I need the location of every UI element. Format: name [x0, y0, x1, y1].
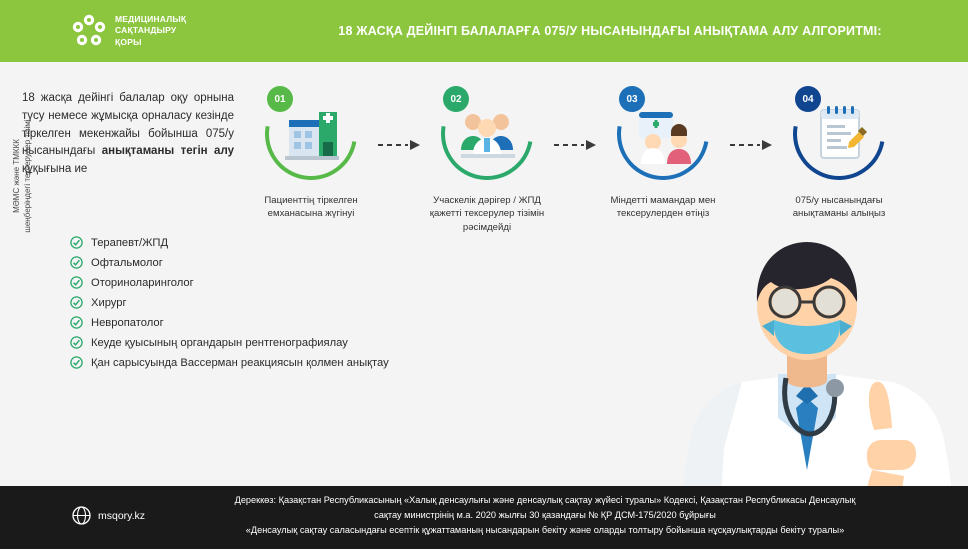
source-line-3: «Денсаулық сақтау саласындағы есептік құжаттаманың нысандарын бекіту және оларды толтыру бойынша нұсқаулықтарды бекіту туралы» — [245, 525, 845, 536]
step-1-illustration — [261, 84, 361, 184]
brand-line-1: МЕДИЦИНАЛЫҚ — [115, 13, 187, 24]
check-circle-icon — [70, 236, 83, 249]
source-line-2: сақтау министрінің м.а. 2020 жылғы 30 қазандағы № ҚР ДСМ-175/2020 бұйрығы — [374, 510, 716, 521]
list-item-label: Невропатолог — [91, 316, 164, 329]
check-circle-icon — [70, 276, 83, 289]
list-item — [70, 276, 500, 289]
step-3-caption: Міндетті мамандар мен тексерулерден өтіңіз — [610, 195, 716, 220]
step-2-caption: Учаскелік дәрігер / ЖПД қажетті тексерулер тізімін рәсімдейді — [429, 195, 545, 233]
page-title: 18 ЖАСҚА ДЕЙІНГІ БАЛАЛАРҒА 075/У НЫСАНЫНДАҒЫ АНЫҚТАМА АЛУ АЛГОРИТМІ: — [338, 24, 882, 38]
step-4-caption: 075/у нысанындағы анықтаманы алыңыз — [792, 195, 886, 220]
step-3-number: 03 — [619, 86, 645, 112]
page-header — [0, 0, 968, 62]
brand-line-3: ҚОРЫ — [115, 36, 142, 47]
arrow-1-icon — [378, 138, 420, 150]
list-item-label: Хирург — [91, 296, 127, 309]
list-item-label: Оториноларинголог — [91, 276, 194, 289]
list-item-label: Терапевт/ЖПД — [91, 236, 169, 249]
step-1-number: 01 — [267, 86, 293, 112]
step-2-illustration — [437, 84, 537, 184]
check-circle-icon — [70, 316, 83, 329]
list-item — [70, 236, 500, 249]
flower-logo-icon — [72, 13, 106, 49]
brand-logo-text — [115, 14, 186, 48]
brand-logo — [72, 13, 272, 49]
list-item-label: Кеуде қуысының органдарын рентгенографиялау — [91, 336, 348, 349]
exams-side-label: МӘМС және ТМККК шеңберіндегі тексерулер тізімі — [12, 119, 32, 233]
list-item — [70, 296, 500, 309]
list-item-label: Қан сарысуында Вассерман реакциясын қолмен анықтау — [91, 356, 389, 369]
arrow-2-icon — [554, 138, 596, 150]
source-line-1: Дереккөз: Қазақстан Республикасының «Халық денсаулығы және денсаулық сақтау жүйесі туралы» Кодексі, Қазақстан Республикасы Денсаулық — [234, 495, 856, 505]
exams-list — [70, 236, 500, 376]
list-item — [70, 256, 500, 269]
content-panel — [0, 62, 968, 486]
check-circle-icon — [70, 256, 83, 269]
source-note — [150, 493, 940, 539]
intro-text-bold: анықтаманы тегін алу — [101, 145, 234, 158]
step-1-caption: Пациенттің тіркелген емханасына жүгінуі — [264, 195, 358, 220]
check-circle-icon — [70, 336, 83, 349]
globe-icon — [72, 506, 91, 525]
brand-line-2: САҚТАНДЫРУ — [115, 25, 177, 36]
step-3 — [602, 84, 724, 221]
step-3-illustration — [613, 84, 713, 184]
website-label: msqory.kz — [98, 509, 146, 522]
intro-text-part2: құқығына ие — [22, 163, 88, 176]
step-2-number: 02 — [443, 86, 469, 112]
intro-text-part1: 18 жасқа дейінгі балалар оқу орнына түсу немесе жұмысқа орналасу кезінде тіркелген мекенжайы бойынша 075/у нысанындағы — [22, 92, 234, 158]
step-4-illustration — [789, 84, 889, 184]
step-4-number: 04 — [795, 86, 821, 112]
check-circle-icon — [70, 356, 83, 369]
check-circle-icon — [70, 296, 83, 309]
list-item — [70, 316, 500, 329]
page-footer — [0, 486, 968, 549]
arrow-3-icon — [730, 138, 772, 150]
intro-text — [22, 90, 234, 179]
step-4 — [778, 84, 900, 221]
list-item-label: Офтальмолог — [91, 256, 163, 269]
website-link[interactable] — [72, 506, 145, 525]
step-2 — [426, 84, 548, 234]
step-1 — [250, 84, 372, 221]
list-item — [70, 356, 500, 369]
list-item — [70, 336, 500, 349]
